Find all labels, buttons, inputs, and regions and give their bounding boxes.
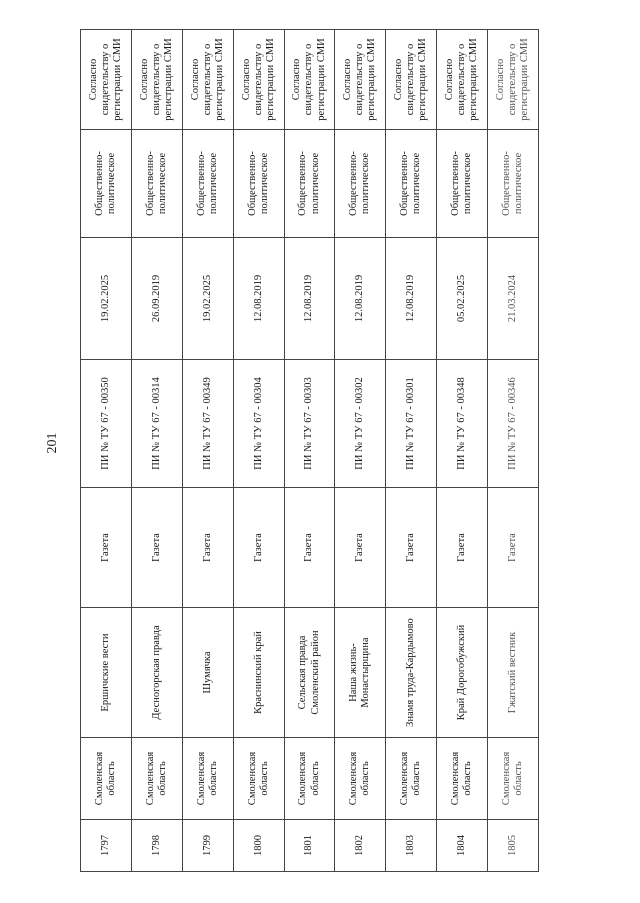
topic-cell: Общественно-политическое (284, 130, 335, 238)
region-cell: Смоленская область (131, 738, 182, 820)
row-number-cell: 1805 (488, 820, 539, 872)
registration-date-cell: 21.03.2024 (488, 238, 539, 360)
table-row (182, 30, 233, 872)
media-type-cell: Газета (131, 488, 182, 608)
certificate-number-cell: ПИ № ТУ 67 - 00314 (131, 360, 182, 488)
certificate-number-cell: ПИ № ТУ 67 - 00349 (182, 360, 233, 488)
note-cell: Согласно свидетельству о регистрации СМИ (81, 30, 132, 130)
registration-date-cell: 26.09.2019 (131, 238, 182, 360)
publication-name-cell: Край Дорогобужский (437, 608, 488, 738)
certificate-number-cell: ПИ № ТУ 67 - 00350 (81, 360, 132, 488)
note-cell: Согласно свидетельству о регистрации СМИ (131, 30, 182, 130)
media-type-cell: Газета (437, 488, 488, 608)
certificate-number-cell: ПИ № ТУ 67 - 00302 (335, 360, 386, 488)
note-cell: Согласно свидетельству о регистрации СМИ (233, 30, 284, 130)
row-number-cell: 1798 (131, 820, 182, 872)
media-type-cell: Газета (488, 488, 539, 608)
topic-cell: Общественно-политическое (335, 130, 386, 238)
table-row (386, 30, 437, 872)
table-row (284, 30, 335, 872)
table-row (335, 30, 386, 872)
publication-name-cell: Десногорская правда (131, 608, 182, 738)
media-type-cell: Газета (233, 488, 284, 608)
table-row (233, 30, 284, 872)
region-cell: Смоленская область (488, 738, 539, 820)
topic-cell: Общественно-политическое (386, 130, 437, 238)
certificate-number-cell: ПИ № ТУ 67 - 00303 (284, 360, 335, 488)
table-row (131, 30, 182, 872)
region-cell: Смоленская область (335, 738, 386, 820)
registration-date-cell: 19.02.2025 (182, 238, 233, 360)
media-type-cell: Газета (335, 488, 386, 608)
region-cell: Смоленская область (81, 738, 132, 820)
row-number-cell: 1800 (233, 820, 284, 872)
table-row (488, 30, 539, 872)
topic-cell: Общественно-политическое (488, 130, 539, 238)
page-number: 201 (45, 432, 60, 454)
row-number-cell: 1802 (335, 820, 386, 872)
publication-name-cell: Шумячка (182, 608, 233, 738)
certificate-number-cell: ПИ № ТУ 67 - 00346 (488, 360, 539, 488)
media-type-cell: Газета (386, 488, 437, 608)
registration-date-cell: 12.08.2019 (335, 238, 386, 360)
region-cell: Смоленская область (284, 738, 335, 820)
topic-cell: Общественно-политическое (81, 130, 132, 238)
region-cell: Смоленская область (182, 738, 233, 820)
publication-name-cell: Сельская правда Смоленский район (284, 608, 335, 738)
note-cell: Согласно свидетельству о регистрации СМИ (437, 30, 488, 130)
certificate-number-cell: ПИ № ТУ 67 - 00301 (386, 360, 437, 488)
region-cell: Смоленская область (437, 738, 488, 820)
publication-name-cell: Наша жизнь-Монастырщина (335, 608, 386, 738)
region-cell: Смоленская область (233, 738, 284, 820)
note-cell: Согласно свидетельству о регистрации СМИ (182, 30, 233, 130)
note-cell: Согласно свидетельству о регистрации СМИ (488, 30, 539, 130)
certificate-number-cell: ПИ № ТУ 67 - 00348 (437, 360, 488, 488)
registration-date-cell: 12.08.2019 (386, 238, 437, 360)
region-cell: Смоленская область (386, 738, 437, 820)
topic-cell: Общественно-политическое (131, 130, 182, 238)
publication-name-cell: Ершичские вести (81, 608, 132, 738)
topic-cell: Общественно-политическое (437, 130, 488, 238)
registration-date-cell: 12.08.2019 (284, 238, 335, 360)
media-registry-table (80, 29, 539, 872)
table-row (81, 30, 132, 872)
media-type-cell: Газета (284, 488, 335, 608)
note-cell: Согласно свидетельству о регистрации СМИ (386, 30, 437, 130)
note-cell: Согласно свидетельству о регистрации СМИ (284, 30, 335, 130)
row-number-cell: 1804 (437, 820, 488, 872)
registration-date-cell: 05.02.2025 (437, 238, 488, 360)
publication-name-cell: Краснинский край (233, 608, 284, 738)
registration-date-cell: 19.02.2025 (81, 238, 132, 360)
media-type-cell: Газета (81, 488, 132, 608)
publication-name-cell: Знамя труда-Кардымово (386, 608, 437, 738)
registration-date-cell: 12.08.2019 (233, 238, 284, 360)
row-number-cell: 1799 (182, 820, 233, 872)
publication-name-cell: Гжатский вестник (488, 608, 539, 738)
media-type-cell: Газета (182, 488, 233, 608)
row-number-cell: 1801 (284, 820, 335, 872)
row-number-cell: 1797 (81, 820, 132, 872)
table-row (437, 30, 488, 872)
note-cell: Согласно свидетельству о регистрации СМИ (335, 30, 386, 130)
topic-cell: Общественно-политическое (233, 130, 284, 238)
certificate-number-cell: ПИ № ТУ 67 - 00304 (233, 360, 284, 488)
row-number-cell: 1803 (386, 820, 437, 872)
topic-cell: Общественно-политическое (182, 130, 233, 238)
